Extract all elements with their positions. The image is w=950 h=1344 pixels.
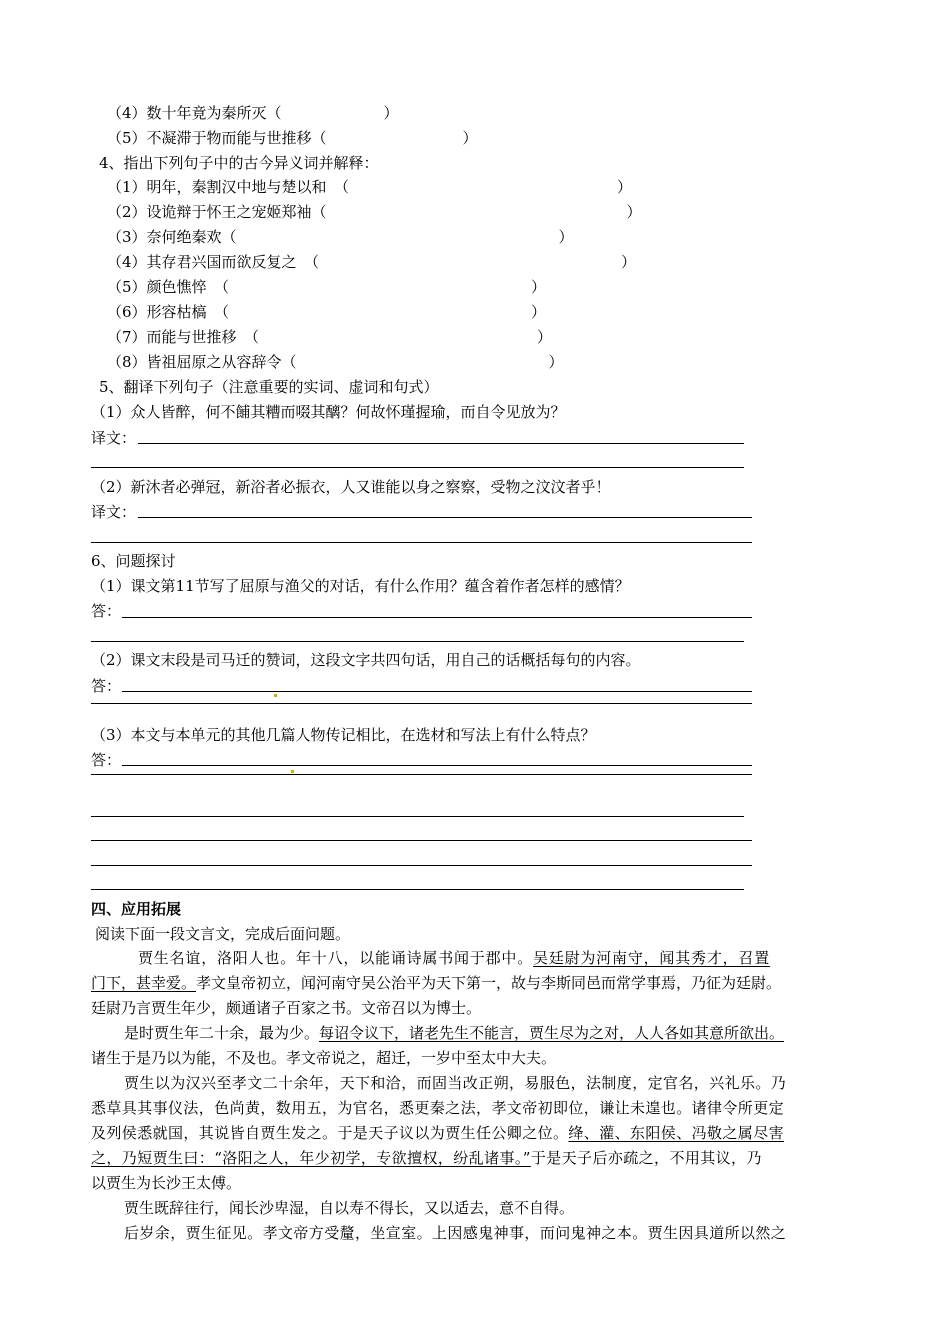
q6-sentence-2: （2）课文末段是司马迁的赞词，这段文字共四句话，用自己的话概括每句的内容。: [91, 651, 641, 669]
q4-item-4: [107, 252, 636, 272]
passage-p1-text-a: 贾生名谊，洛阳人也。年十八，以能诵诗属书闻于郡中。: [138, 949, 534, 967]
q5-answer-line-2b[interactable]: [91, 542, 752, 543]
q6-answer-line-3f[interactable]: [91, 889, 744, 890]
q4-item-7: [107, 327, 552, 347]
passage-p1-underline-2: 门下，甚幸爱。: [91, 974, 197, 992]
passage-p1-text-b: 孝文皇帝初立，闻河南守吴公治平为天下第一，故与李斯同邑而常学事焉，乃征为廷尉。: [196, 974, 782, 992]
q6-sentence-1: （1）课文第11节写了屈原与渔父的对话，有什么作用？蕴含着作者怎样的感情？: [91, 577, 630, 595]
q6-title: 6、问题探讨: [91, 552, 176, 570]
passage-p2-line2: 诸生于是乃以为能，不及也。孝文帝说之，超迁，一岁中至太中大夫。: [91, 1049, 557, 1067]
q6-answer-line-3d[interactable]: [91, 840, 752, 841]
q4-item-5-close: ）: [531, 278, 547, 296]
q4-item-1: [107, 177, 632, 197]
section4-heading: 四、应用拓展: [91, 900, 182, 918]
passage-p1-underline-1: 吴廷尉为河南守，闻其秀才，召置: [533, 949, 771, 967]
passage-p2-line1: [124, 1023, 784, 1043]
q6-answer-label-3: 答：: [91, 751, 122, 769]
q4-item-2: [107, 202, 642, 222]
q6-answer-line-2a[interactable]: [122, 691, 752, 692]
passage-p3-line3: [91, 1123, 784, 1143]
q4-item-6-close: ）: [531, 303, 547, 321]
passage-p3-line2: 悉草具其事仪法，色尚黄，数用五，为官名，悉更秦之法，孝文帝初即位，谦让未遑也。诸律令所更定: [91, 1099, 785, 1117]
passage-p1-line3: 廷尉乃言贾生年少，颇通诸子百家之书。文帝召以为博士。: [91, 999, 482, 1017]
stray-mark: [274, 694, 277, 697]
q5-title: 5、翻译下列句子（注意重要的实词、虚词和句式）: [99, 378, 439, 396]
q3-item-4: [107, 103, 399, 123]
q4-item-1-label: （1）明年，秦割汉中地与楚以和 （: [107, 178, 350, 196]
q3-item-5-label: （5）不凝滞于物而能与世推移（: [107, 129, 327, 147]
q5-answer-line-1a[interactable]: [138, 443, 744, 444]
q6-answer-line-1a[interactable]: [122, 617, 752, 618]
q4-item-2-close: ）: [626, 203, 642, 221]
q3-item-5: [107, 128, 478, 148]
q3-item-4-close: ）: [383, 104, 399, 122]
q4-item-8-close: ）: [548, 353, 564, 371]
q4-item-7-label: （7）而能与世推移 （: [107, 328, 260, 346]
passage-p2-text-a: 是时贾生年二十余，最为少。: [124, 1024, 320, 1042]
q4-item-4-label: （4）其存君兴国而欲反复之 （: [107, 253, 320, 271]
q6-answer-label-2: 答：: [91, 677, 122, 695]
passage-p3-underline-1: 绛、灌、东阳侯、冯敬之属尽害: [568, 1124, 785, 1142]
q4-item-8-label: （8）皆祖屈原之从容辞令（: [107, 353, 297, 371]
q6-answer-line-3a[interactable]: [122, 765, 752, 766]
q4-title: 4、指出下列句子中的古今异义词并解释：: [99, 154, 379, 172]
section4-intro: 阅读下面一段文言文，完成后面问题。: [95, 925, 351, 943]
q3-item-5-close: ）: [462, 129, 478, 147]
q5-answer-line-1b[interactable]: [91, 467, 744, 468]
q4-item-5-label: （5）颜色憔悴 （: [107, 278, 230, 296]
passage-p1-line1: [138, 948, 770, 968]
q6-answer-line-1b[interactable]: [91, 641, 744, 642]
q5-answer-line-2a[interactable]: [138, 517, 752, 518]
q4-item-3-close: ）: [558, 228, 574, 246]
passage-p3-line1: 贾生以为汉兴至孝文二十余年，天下和洽，而固当改正朔，易服色，法制度，定官名，兴礼乐。乃: [124, 1074, 787, 1092]
q4-item-6-label: （6）形容枯槁 （: [107, 303, 230, 321]
passage-p4: 贾生既辞往行，闻长沙卑湿，自以寿不得长，又以适去，意不自得。: [124, 1199, 575, 1217]
q4-item-3-label: （3）奈何绝秦欢（: [107, 228, 237, 246]
stray-mark: [291, 770, 294, 773]
passage-p3-text-a: 及列侯悉就国，其说皆自贾生发之。于是天子议以为贾生任公卿之位。: [91, 1124, 569, 1142]
q6-sentence-3: （3）本文与本单元的其他几篇人物传记相比，在选材和写法上有什么特点？: [91, 726, 596, 744]
q3-item-4-label: （4）数十年竟为秦所灭（: [107, 104, 282, 122]
q4-item-2-label: （2）设诡辩于怀王之宠姬郑袖（: [107, 203, 327, 221]
passage-p3-text-b: 于是天子后亦疏之，不用其议，乃: [530, 1149, 762, 1167]
passage-p3-underline-2: 之，乃短贾生曰：“洛阳之人，年少初学，专欲擅权，纷乱诸事。”: [91, 1149, 531, 1167]
passage-p2-underline: 每诏令议下，诸老先生不能言，贾生尽为之对，人人各如其意所欲出。: [319, 1024, 785, 1042]
q4-item-5: [107, 277, 546, 297]
passage-p3-line4: [91, 1148, 762, 1168]
q5-sentence-2: （2）新沐者必弹冠，新浴者必振衣，人又谁能以身之察察，受物之汶汶者乎！: [91, 478, 611, 496]
q6-answer-line-3c[interactable]: [91, 816, 744, 817]
q6-answer-line-2b[interactable]: [91, 703, 752, 704]
passage-p3-line5: 以贾生为长沙王太傅。: [91, 1174, 242, 1192]
passage-p1-line2: [91, 973, 781, 993]
q4-item-8: [107, 352, 564, 372]
q4-item-3: [107, 227, 574, 247]
q5-sentence-1: （1）众人皆醉，何不餔其糟而啜其醨？何故怀瑾握瑜，而自令见放为？: [91, 403, 566, 421]
q6-answer-line-3b[interactable]: [91, 774, 752, 775]
q4-item-1-close: ）: [617, 178, 633, 196]
q5-answer-label-2: 译文：: [91, 503, 137, 521]
q4-item-7-close: ）: [537, 328, 553, 346]
q4-item-6: [107, 302, 546, 322]
q5-answer-label-1: 译文：: [91, 429, 137, 447]
q6-answer-line-3e[interactable]: [91, 865, 752, 866]
q6-answer-label-1: 答：: [91, 602, 122, 620]
q4-item-4-close: ）: [621, 253, 637, 271]
passage-p5: 后岁余，贾生征见。孝文帝方受釐，坐宣室。上因感鬼神事，而问鬼神之本。贾生因具道所以然之: [124, 1224, 787, 1242]
